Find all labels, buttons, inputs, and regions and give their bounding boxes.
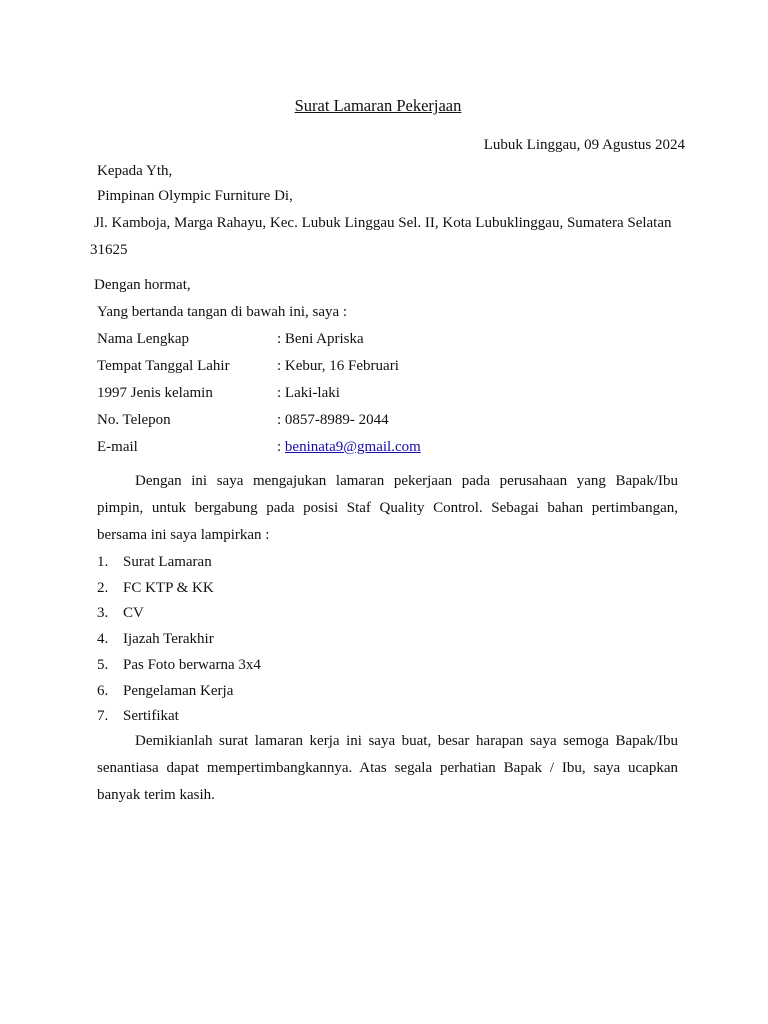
- email-link[interactable]: beninata9@gmail.com: [284, 439, 421, 455]
- list-item: Surat Lamaran: [123, 554, 212, 570]
- applicant-label: Nama Lengkap: [97, 331, 190, 347]
- list-number: 4.: [97, 631, 109, 647]
- list-item: Pengelaman Kerja: [123, 683, 234, 699]
- list-item: Sertifikat: [123, 708, 179, 724]
- paragraph-line: senantiasa dapat mempertimbangkannya. Atas segala perhatian Bapak / Ibu, saya ucapkan: [97, 760, 678, 776]
- list-number: 5.: [97, 657, 109, 673]
- applicant-label: 1997 Jenis kelamin: [97, 385, 213, 401]
- paragraph-line: Demikianlah surat lamaran kerja ini saya buat, besar harapan saya semoga Bapak/Ibu: [135, 733, 678, 749]
- paragraph-line: pimpin, untuk bergabung pada posisi Staf Quality Control. Sebagai bahan pertimbangan,: [97, 500, 678, 516]
- letter-title: Surat Lamaran Pekerjaan: [294, 96, 462, 115]
- recipient-address-line1: Jl. Kamboja, Marga Rahayu, Kec. Lubuk Linggau Sel. II, Kota Lubuklinggau, Sumatera Selatan: [94, 215, 672, 231]
- list-item: CV: [123, 605, 144, 621]
- place-date: Lubuk Linggau, 09 Agustus 2024: [483, 137, 685, 153]
- applicant-value: : Beni Apriska: [277, 331, 364, 347]
- applicant-value: : 0857-8989- 2044: [277, 412, 389, 428]
- applicant-label: No. Telepon: [97, 412, 171, 428]
- recipient-address-line2: 31625: [90, 242, 128, 258]
- body-paragraph: [97, 468, 678, 549]
- list-item: FC KTP & KK: [123, 580, 214, 596]
- email-value: [277, 440, 421, 455]
- list-number: 2.: [97, 580, 109, 596]
- list-item: Ijazah Terakhir: [123, 631, 214, 647]
- paragraph-line: bersama ini saya lampirkan :: [97, 527, 270, 543]
- list-number: 7.: [97, 708, 109, 724]
- applicant-value: : Laki-laki: [277, 385, 340, 401]
- paragraph-line: Dengan ini saya mengajukan lamaran pekerjaan pada perusahaan yang Bapak/Ibu: [135, 473, 678, 489]
- recipient-name: Pimpinan Olympic Furniture Di,: [97, 188, 293, 204]
- applicant-label: E-mail: [97, 439, 138, 455]
- applicant-value: : Kebur, 16 Februari: [277, 358, 399, 374]
- closing-paragraph: [97, 728, 678, 809]
- paragraph-line: banyak terim kasih.: [97, 787, 215, 803]
- intro-text: Yang bertanda tangan di bawah ini, saya :: [97, 304, 348, 320]
- list-number: 1.: [97, 554, 109, 570]
- list-number: 6.: [97, 683, 109, 699]
- recipient-greeting: Kepada Yth,: [97, 163, 173, 179]
- list-number: 3.: [97, 605, 109, 621]
- email-prefix: :: [277, 439, 285, 455]
- salutation: Dengan hormat,: [94, 277, 191, 293]
- list-item: Pas Foto berwarna 3x4: [123, 657, 261, 673]
- applicant-label: Tempat Tanggal Lahir: [97, 358, 230, 374]
